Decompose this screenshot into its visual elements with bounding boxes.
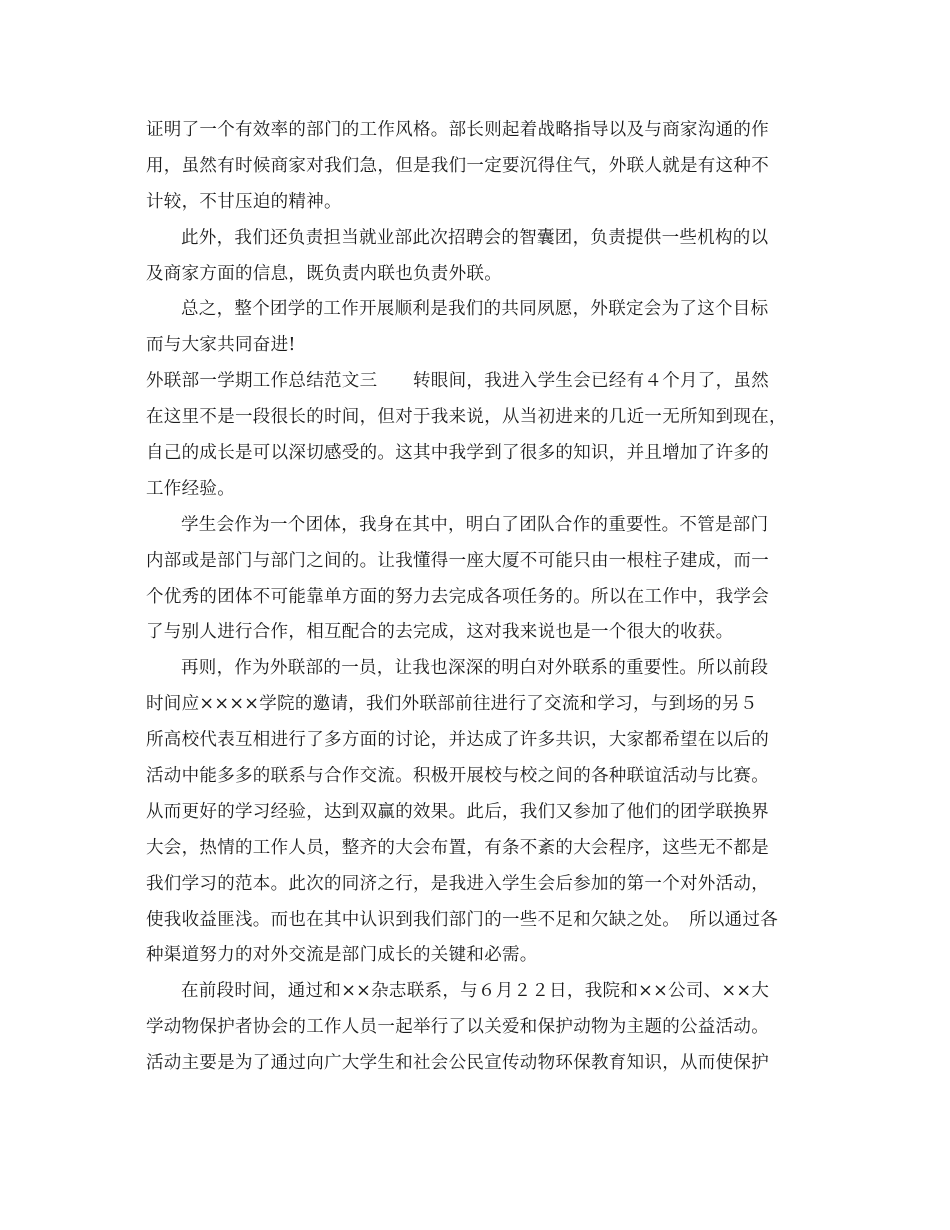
text-line: 活动中能多多的联系与合作交流。积极开展校与校之间的各种联谊活动与比赛。 (146, 766, 769, 787)
text-line: 学动物保护者协会的工作人员一起举行了以关爱和保护动物为主题的公益活动。 (146, 1017, 769, 1038)
text-line: 大会，热情的工作人员，整齐的大会布置，有条不紊的大会程序，这些无不都是 (146, 837, 769, 858)
text-line: 种渠道努力的对外交流是部门成长的关键和必需。 (146, 945, 538, 966)
text-line: 所高校代表互相进行了多方面的讨论，并达成了许多共识，大家都希望在以后的 (146, 730, 769, 751)
section-heading-line: 外联部一学期工作总结范文三 转眼间，我进入学生会已经有４个月了，虽然 (146, 371, 769, 392)
text-line: 而与大家共同奋进! (146, 335, 296, 356)
text-line: 自己的成长是可以深切感受的。这其中我学到了很多的知识，并且增加了许多的 (146, 443, 769, 464)
text-line: 从而更好的学习经验，达到双赢的效果。此后，我们又参加了他们的团学联换界 (146, 801, 769, 822)
text-line: 了与别人进行合作，相互配合的去完成，这对我来说也是一个很大的收获。 (146, 622, 734, 643)
paragraph-start-line: 再则，作为外联部的一员，让我也深深的明白对外联系的重要性。所以前段 (181, 658, 769, 679)
paragraph-start-line: 此外，我们还负责担当就业部此次招聘会的智囊团，负责提供一些机构的以 (181, 227, 769, 248)
text-line: 个优秀的团体不可能靠单方面的努力去完成各项任务的。所以在工作中，我学会 (146, 586, 769, 607)
text-line: 内部或是部门与部门之间的。让我懂得一座大厦不可能只由一根柱子建成，而一 (146, 550, 769, 571)
text-line: 工作经验。 (146, 478, 235, 499)
text-line: 我们学习的范本。此次的同济之行，是我进入学生会后参加的第一个对外活动， (146, 873, 769, 894)
text-line: 在这里不是一段很长的时间，但对于我来说，从当初进来的几近一无所知到现在， (146, 407, 787, 428)
paragraph-start-line: 总之，整个团学的工作开展顺利是我们的共同夙愿，外联定会为了这个目标 (181, 299, 769, 320)
paragraph-start-line: 在前段时间，通过和××杂志联系，与６月２２日，我院和××公司、××大 (181, 981, 770, 1002)
text-line: 使我收益匪浅。而也在其中认识到我们部门的一些不足和欠缺之处。 所以通过各 (146, 909, 779, 930)
text-line: 计较，不甘压迫的精神。 (146, 191, 342, 212)
text-line: 用，虽然有时候商家对我们急，但是我们一定要沉得住气，外联人就是有这种不 (146, 155, 769, 176)
text-line: 活动主要是为了通过向广大学生和社会公民宣传动物环保教育知识，从而使保护 (146, 1053, 769, 1074)
text-line: 及商家方面的信息，既负责内联也负责外联。 (146, 263, 502, 284)
document-body (146, 113, 808, 1082)
text-line: 时间应××××学院的邀请，我们外联部前往进行了交流和学习，与到场的另５ (146, 694, 758, 715)
text-line: 证明了一个有效率的部门的工作风格。部长则起着战略指导以及与商家沟通的作 (146, 120, 769, 140)
paragraph-start-line: 学生会作为一个团体，我身在其中，明白了团队合作的重要性。不管是部门 (181, 514, 769, 535)
